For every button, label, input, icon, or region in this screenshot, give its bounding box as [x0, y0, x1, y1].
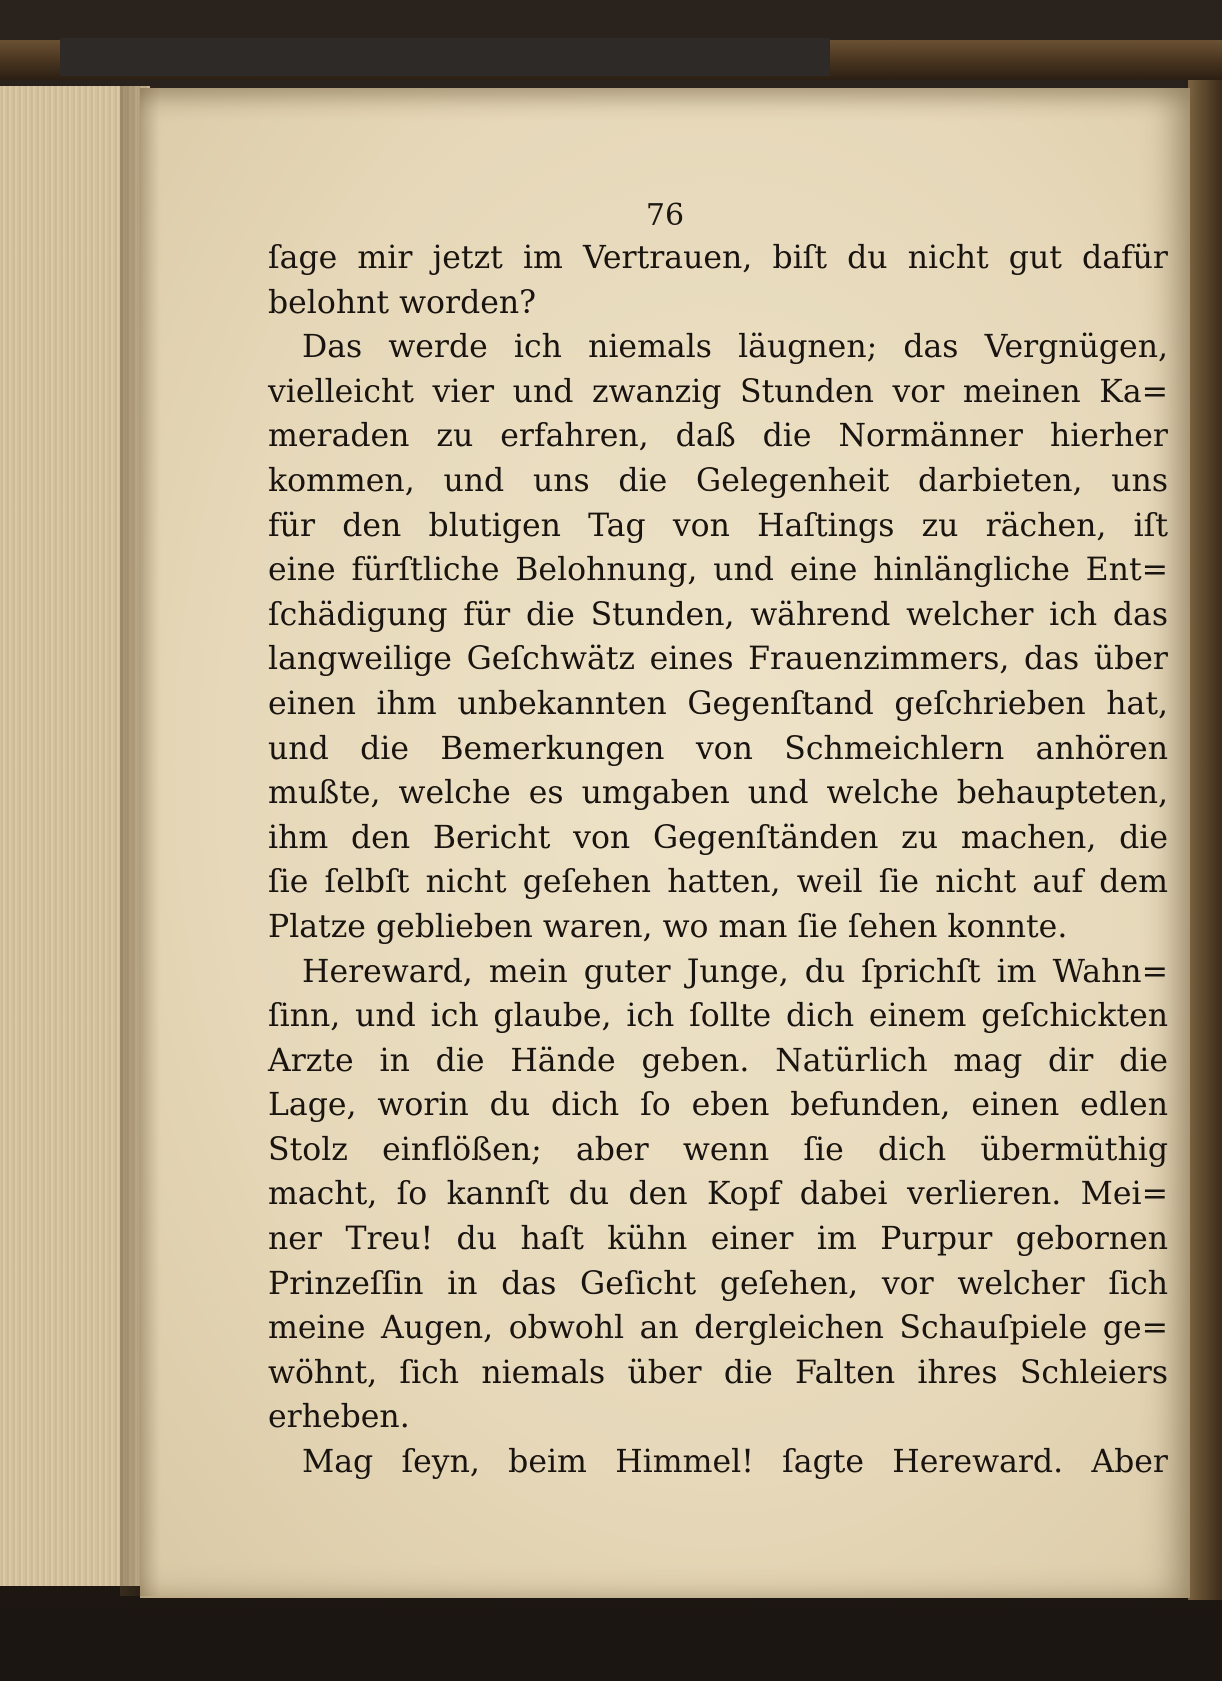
text-line: Prinzeſſin in das Geſicht geſehen, vor welcher ſich	[268, 1265, 1168, 1302]
text-line: Lage, worin du dich ſo eben befunden, einen edlen	[268, 1087, 1168, 1124]
text-line: ſinn, und ich glaube, ich ſollte dich einem geſchickten	[268, 998, 1168, 1035]
text-line: meraden zu erfahren, daß die Normänner hierher	[268, 418, 1168, 455]
text-line: ihm den Bericht von Gegenſtänden zu machen, die	[268, 819, 1168, 856]
book-spine-edge	[1188, 80, 1222, 1600]
text-line: langweilige Geſchwätz eines Frauenzimmers, das über	[268, 641, 1168, 678]
text-line: Arzte in die Hände geben. Natürlich mag dir die	[268, 1042, 1168, 1079]
text-line: kommen, und uns die Gelegenheit darbieten, uns	[268, 462, 1168, 499]
text-line: und die Bemerkungen von Schmeichlern anhören	[268, 730, 1168, 767]
text-line: Platze geblieben waren, wo man ſie ſehen konnte.	[268, 908, 1068, 945]
text-line: macht, ſo kannſt du den Kopf dabei verlieren. Mei=	[268, 1176, 1168, 1213]
book-page	[140, 88, 1190, 1598]
book-binding-strip	[60, 38, 830, 76]
text-line: erheben.	[268, 1399, 410, 1436]
text-line: ſie ſelbſt nicht geſehen hatten, weil ſie nicht auf dem	[268, 864, 1168, 901]
page-text	[268, 236, 1168, 1485]
text-line: für den blutigen Tag von Haſtings zu rächen, iſt	[268, 507, 1168, 544]
text-line: meine Augen, obwohl an dergleichen Schauſpiele ge=	[268, 1310, 1168, 1347]
text-line: ſchädigung für die Stunden, während welcher ich das	[268, 596, 1168, 633]
text-line: ner Treu! du haſt kühn einer im Purpur gebornen	[268, 1221, 1168, 1258]
text-line: vielleicht vier und zwanzig Stunden vor meinen Ka=	[268, 373, 1168, 410]
text-line: mußte, welche es umgaben und welche behaupteten,	[268, 775, 1168, 812]
text-line: Stolz einflößen; aber wenn ſie dich übermüthig	[268, 1131, 1168, 1168]
text-line: belohnt worden?	[268, 284, 537, 321]
page-gutter-shadow	[120, 86, 160, 1596]
text-line: Mag ſeyn, beim Himmel! ſagte Hereward. Aber	[302, 1444, 1168, 1481]
text-line: wöhnt, ſich niemals über die Falten ihres Schleiers	[268, 1354, 1168, 1391]
page-number: 76	[645, 198, 685, 233]
text-line: eine fürſtliche Belohnung, und eine hinlängliche Ent=	[268, 552, 1168, 589]
text-line: Hereward, mein guter Junge, du ſprichſt im Wahn=	[302, 953, 1168, 990]
text-line: einen ihm unbekannten Gegenſtand geſchrieben hat,	[268, 685, 1168, 722]
text-line: Das werde ich niemals läugnen; das Vergnügen,	[302, 329, 1168, 366]
text-line: ſage mir jetzt im Vertrauen, biſt du nicht gut dafür	[268, 240, 1168, 276]
